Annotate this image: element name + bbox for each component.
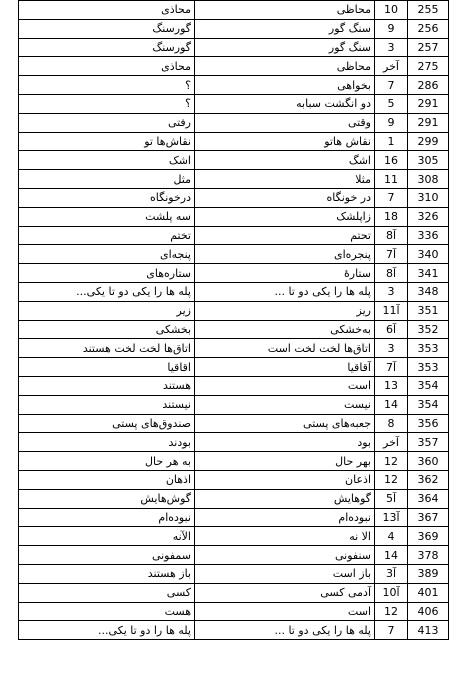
- line-number-cell: 7آ: [375, 245, 408, 264]
- correct-text-cell: اذهان: [19, 470, 195, 489]
- line-number-cell: 7آ: [375, 358, 408, 377]
- correct-text-cell: بخشکی: [19, 320, 195, 339]
- correct-text-cell: نقاش‌ها تو: [19, 132, 195, 151]
- correct-text-cell: به هر حال: [19, 452, 195, 471]
- correct-text-cell: مثل: [19, 170, 195, 189]
- page-number-cell: 367: [408, 508, 449, 527]
- page-number-cell: 364: [408, 489, 449, 508]
- correct-text-cell: گورسنگ: [19, 38, 195, 57]
- original-text-cell: سنگ گور: [195, 38, 375, 57]
- line-number-cell: 12: [375, 470, 408, 489]
- correct-text-cell: سمفونی: [19, 546, 195, 565]
- original-text-cell: جعبه‌های پستی: [195, 414, 375, 433]
- errata-table-body: [19, 1, 449, 640]
- original-text-cell: نبوده‌ام: [195, 508, 375, 527]
- line-number-cell: 16: [375, 151, 408, 170]
- line-number-cell: 12: [375, 602, 408, 621]
- line-number-cell: 8آ: [375, 226, 408, 245]
- table-row: [19, 320, 449, 339]
- correct-text-cell: تختم: [19, 226, 195, 245]
- line-number-cell: 7: [375, 188, 408, 207]
- line-number-cell: 7: [375, 621, 408, 640]
- original-text-cell: آقاقیا: [195, 358, 375, 377]
- page-number-cell: 291: [408, 94, 449, 113]
- original-text-cell: وقتی: [195, 113, 375, 132]
- page-number-cell: 256: [408, 19, 449, 38]
- correct-text-cell: نیستند: [19, 395, 195, 414]
- page-number-cell: 356: [408, 414, 449, 433]
- original-text-cell: محاظی: [195, 1, 375, 20]
- errata-table: [18, 0, 449, 640]
- page-number-cell: 369: [408, 527, 449, 546]
- original-text-cell: محاظی: [195, 57, 375, 76]
- page-number-cell: 275: [408, 57, 449, 76]
- original-text-cell: نقاش هاتو: [195, 132, 375, 151]
- original-text-cell: در خونگاه: [195, 188, 375, 207]
- original-text-cell: مثلا: [195, 170, 375, 189]
- original-text-cell: ریز: [195, 301, 375, 320]
- table-row: [19, 170, 449, 189]
- page-number-cell: 341: [408, 264, 449, 283]
- page-number-cell: 378: [408, 546, 449, 565]
- correct-text-cell: محاذی: [19, 57, 195, 76]
- table-row: [19, 113, 449, 132]
- line-number-cell: 4: [375, 527, 408, 546]
- table-row: [19, 564, 449, 583]
- page-number-cell: 354: [408, 376, 449, 395]
- table-row: [19, 207, 449, 226]
- table-row: [19, 489, 449, 508]
- page-number-cell: 305: [408, 151, 449, 170]
- correct-text-cell: گوش‌هایش: [19, 489, 195, 508]
- page-number-cell: 340: [408, 245, 449, 264]
- original-text-cell: بخواهی: [195, 76, 375, 95]
- line-number-cell: 1: [375, 132, 408, 151]
- original-text-cell: اشگ: [195, 151, 375, 170]
- original-text-cell: پله ها را یکی دو تا ...: [195, 621, 375, 640]
- table-row: [19, 452, 449, 471]
- table-row: [19, 1, 449, 20]
- original-text-cell: اذعان: [195, 470, 375, 489]
- original-text-cell: گوهایش: [195, 489, 375, 508]
- line-number-cell: 6آ: [375, 320, 408, 339]
- table-row: [19, 527, 449, 546]
- table-row: [19, 282, 449, 301]
- line-number-cell: 10آ: [375, 583, 408, 602]
- original-text-cell: نیست: [195, 395, 375, 414]
- correct-text-cell: پله ها را دو تا یکی...: [19, 621, 195, 640]
- line-number-cell: 8: [375, 414, 408, 433]
- table-row: [19, 132, 449, 151]
- correct-text-cell: پنجه‌ای: [19, 245, 195, 264]
- table-row: [19, 414, 449, 433]
- original-text-cell: بود: [195, 433, 375, 452]
- line-number-cell: 14: [375, 546, 408, 565]
- line-number-cell: 13آ: [375, 508, 408, 527]
- table-row: [19, 395, 449, 414]
- correct-text-cell: هست: [19, 602, 195, 621]
- original-text-cell: باز است: [195, 564, 375, 583]
- line-number-cell: 5آ: [375, 489, 408, 508]
- table-row: [19, 19, 449, 38]
- original-text-cell: ستارۀ: [195, 264, 375, 283]
- table-row: [19, 188, 449, 207]
- original-text-cell: سنفونی: [195, 546, 375, 565]
- correct-text-cell: درخونگاه: [19, 188, 195, 207]
- correct-text-cell: سه پلشت: [19, 207, 195, 226]
- line-number-cell: آخر: [375, 57, 408, 76]
- original-text-cell: دو انگشت سبابه: [195, 94, 375, 113]
- page-number-cell: 257: [408, 38, 449, 57]
- original-text-cell: پله ها را یکی دو تا ...: [195, 282, 375, 301]
- page-number-cell: 353: [408, 358, 449, 377]
- table-row: [19, 94, 449, 113]
- correct-text-cell: گورسنگ: [19, 19, 195, 38]
- page-number-cell: 308: [408, 170, 449, 189]
- page-number-cell: 291: [408, 113, 449, 132]
- page-number-cell: 286: [408, 76, 449, 95]
- table-row: [19, 583, 449, 602]
- page-number-cell: 348: [408, 282, 449, 301]
- correct-text-cell: محاذی: [19, 1, 195, 20]
- line-number-cell: 3: [375, 38, 408, 57]
- table-row: [19, 151, 449, 170]
- correct-text-cell: هستند: [19, 376, 195, 395]
- table-row: [19, 38, 449, 57]
- table-row: [19, 245, 449, 264]
- page-number-cell: 353: [408, 339, 449, 358]
- correct-text-cell: ؟: [19, 76, 195, 95]
- line-number-cell: 8آ: [375, 264, 408, 283]
- original-text-cell: سنگ گور: [195, 19, 375, 38]
- correct-text-cell: رفتی: [19, 113, 195, 132]
- table-row: [19, 57, 449, 76]
- original-text-cell: الا نه: [195, 527, 375, 546]
- page-number-cell: 310: [408, 188, 449, 207]
- errata-sheet: [18, 0, 448, 640]
- correct-text-cell: ؟: [19, 94, 195, 113]
- correct-text-cell: اقاقیا: [19, 358, 195, 377]
- line-number-cell: 3آ: [375, 564, 408, 583]
- original-text-cell: اتاق‌ها لخت لخت است: [195, 339, 375, 358]
- line-number-cell: 13: [375, 376, 408, 395]
- line-number-cell: 11آ: [375, 301, 408, 320]
- correct-text-cell: باز هستند: [19, 564, 195, 583]
- table-row: [19, 433, 449, 452]
- table-row: [19, 508, 449, 527]
- correct-text-cell: بودند: [19, 433, 195, 452]
- page-number-cell: 255: [408, 1, 449, 20]
- page-number-cell: 352: [408, 320, 449, 339]
- line-number-cell: 11: [375, 170, 408, 189]
- page-number-cell: 354: [408, 395, 449, 414]
- page-number-cell: 362: [408, 470, 449, 489]
- original-text-cell: تحتم: [195, 226, 375, 245]
- correct-text-cell: نبوده‌ام: [19, 508, 195, 527]
- original-text-cell: آدمی کسی: [195, 583, 375, 602]
- page-number-cell: 401: [408, 583, 449, 602]
- table-row: [19, 76, 449, 95]
- correct-text-cell: الآنه: [19, 527, 195, 546]
- original-text-cell: بهر حال: [195, 452, 375, 471]
- page-number-cell: 389: [408, 564, 449, 583]
- line-number-cell: 3: [375, 282, 408, 301]
- page-number-cell: 360: [408, 452, 449, 471]
- line-number-cell: 3: [375, 339, 408, 358]
- correct-text-cell: کسی: [19, 583, 195, 602]
- page-number-cell: 336: [408, 226, 449, 245]
- line-number-cell: 18: [375, 207, 408, 226]
- original-text-cell: است: [195, 602, 375, 621]
- line-number-cell: 12: [375, 452, 408, 471]
- table-row: [19, 621, 449, 640]
- table-row: [19, 339, 449, 358]
- table-row: [19, 602, 449, 621]
- correct-text-cell: اشک: [19, 151, 195, 170]
- line-number-cell: 9: [375, 19, 408, 38]
- correct-text-cell: صندوق‌های پستی: [19, 414, 195, 433]
- page-number-cell: 351: [408, 301, 449, 320]
- line-number-cell: 7: [375, 76, 408, 95]
- table-row: [19, 470, 449, 489]
- page-number-cell: 413: [408, 621, 449, 640]
- page-number-cell: 299: [408, 132, 449, 151]
- line-number-cell: 5: [375, 94, 408, 113]
- page-number-cell: 406: [408, 602, 449, 621]
- table-row: [19, 226, 449, 245]
- line-number-cell: 9: [375, 113, 408, 132]
- table-row: [19, 264, 449, 283]
- line-number-cell: 10: [375, 1, 408, 20]
- correct-text-cell: ستاره‌های: [19, 264, 195, 283]
- page-number-cell: 326: [408, 207, 449, 226]
- table-row: [19, 358, 449, 377]
- table-row: [19, 376, 449, 395]
- original-text-cell: به‌خشکی: [195, 320, 375, 339]
- page-number-cell: 357: [408, 433, 449, 452]
- original-text-cell: پنجره‌ای: [195, 245, 375, 264]
- table-row: [19, 301, 449, 320]
- line-number-cell: آخر: [375, 433, 408, 452]
- original-text-cell: زاپلشک: [195, 207, 375, 226]
- correct-text-cell: زیر: [19, 301, 195, 320]
- original-text-cell: است: [195, 376, 375, 395]
- correct-text-cell: پله ها را یکی دو تا یکی...: [19, 282, 195, 301]
- table-row: [19, 546, 449, 565]
- correct-text-cell: اتاق‌ها لخت لخت هستند: [19, 339, 195, 358]
- line-number-cell: 14: [375, 395, 408, 414]
